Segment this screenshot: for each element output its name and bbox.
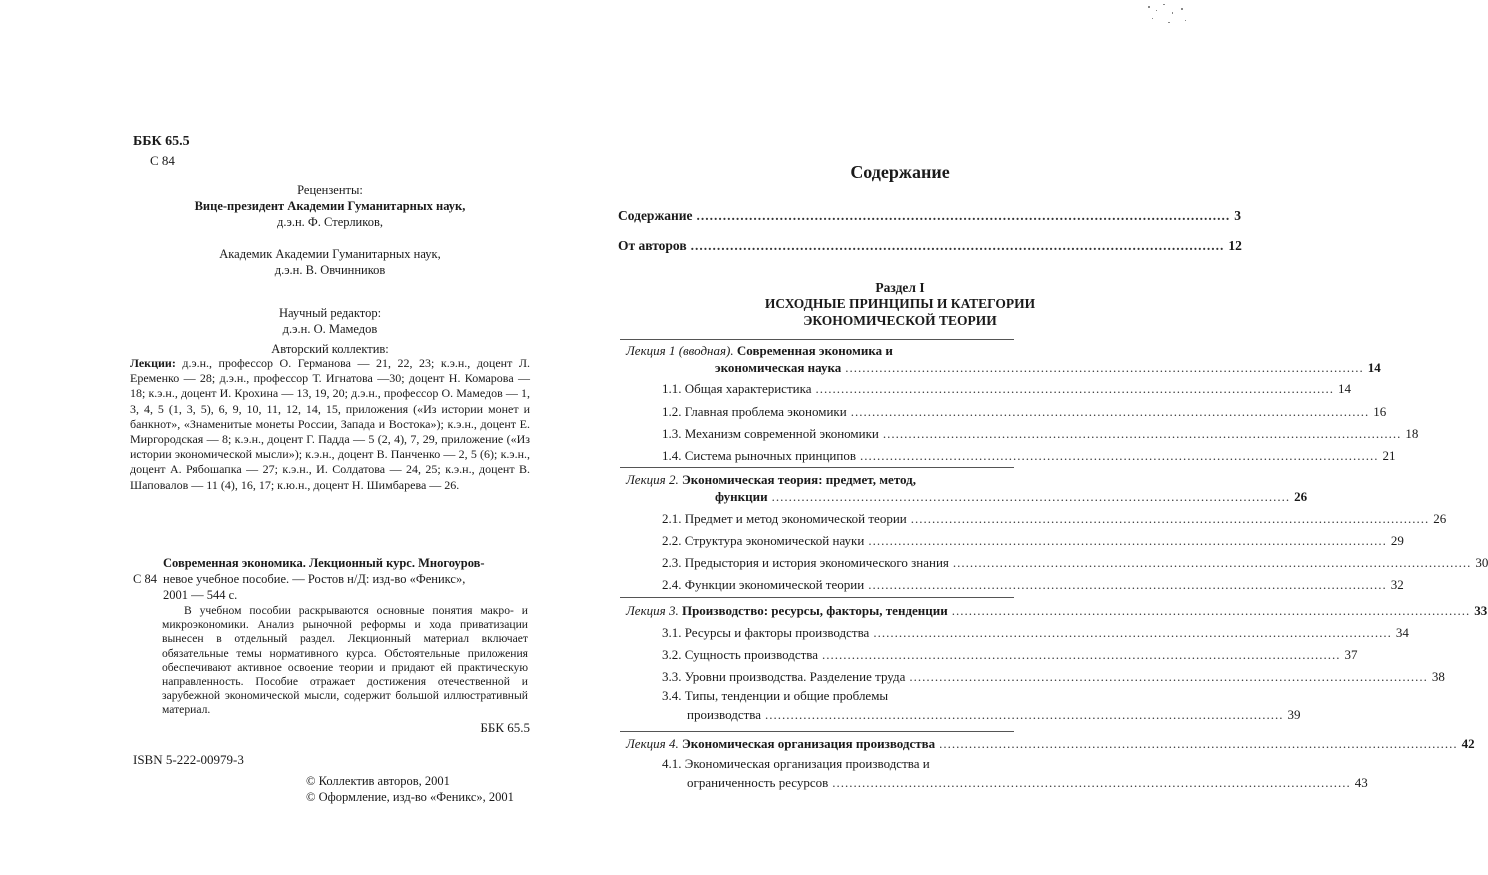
section-title-line1: ИСХОДНЫЕ ПРИНЦИПЫ И КАТЕГОРИИ — [764, 296, 1036, 311]
collective-heading: Авторский коллектив: — [271, 342, 389, 356]
scan-speck — [1148, 6, 1150, 8]
toc-item-3-3[interactable]: 3.3. Уровни производства. Разделение труда .......................................................................................................................... 38 — [662, 669, 1445, 684]
bbk-bottom: ББК 65.5 — [480, 720, 530, 735]
editor-name: д.э.н. О. Мамедов — [282, 322, 378, 336]
editor-block — [130, 305, 530, 337]
separator — [620, 339, 1014, 340]
toc-item-1-4[interactable]: 1.4. Система рыночных принципов .......................................................................................................................... 21 — [662, 448, 1396, 463]
toc-item-2-1[interactable]: 2.1. Предмет и метод экономической теории .......................................................................................................................... 26 — [662, 511, 1447, 526]
section-title-line2: ЭКОНОМИЧЕСКОЙ ТЕОРИИ — [803, 313, 997, 328]
toc-title: Содержание — [850, 162, 950, 182]
toc-item-2-2[interactable]: 2.2. Структура экономической науки .......................................................................................................................... 29 — [662, 533, 1404, 548]
authors-list: д.э.н., профессор О. Германова — 21, 22, 23; к.э.н., доцент Л. Еременко — 28; д.э.н., профессор Т. Игнатова —30; доцент Н. Комарова — 18; к.э.н., доцент И. Крохина — 13, 19, 20; д.э.н., профессор О. Мамедов — 1, 3, 4, 5 (1, 3, 5), 6, 9, 10, 11, 12, 14, 15, приложения («Из истории монет и банкнот», «Знаменитые монеты России, Запада и Востока»); к.э.н., доцент Е. Миргородская — 8; к.э.н., доцент Г. Падда — 5 (2, 4), 7, 29, приложение («Из истории экономической мысли»); к.э.н., доцент В. Панченко — 2, 5 (6); к.э.н., доцент А. Рябошапка — 27; к.э.н., И. Солдатова — 24, 25; к.э.н., доцент В. Шаповалов — 11 (4), 16, 17; к.ю.н., доцент Н. Шимбарева — 26. — [130, 356, 530, 492]
copyright-authors: © Коллектив авторов, 2001 — [306, 774, 450, 788]
authors-collective-text — [130, 356, 530, 493]
book-code: С 84 — [133, 572, 157, 586]
separator — [620, 597, 1014, 598]
toc-item-3-1[interactable]: 3.1. Ресурсы и факторы производства .......................................................................................................................... 34 — [662, 625, 1409, 640]
scan-speck — [1172, 12, 1173, 14]
toc-item-4-1-cont[interactable]: ограниченность ресурсов .......................................................................................................................... 43 — [687, 775, 1368, 790]
bbk-author-mark: С 84 — [150, 153, 175, 168]
copyright-publisher: © Оформление, изд-во «Феникс», 2001 — [306, 790, 514, 804]
lecture-1-heading[interactable]: Лекция 1 (вводная). Современная экономика и — [626, 343, 893, 358]
book-entry-line3: 2001 — 544 с. — [163, 588, 238, 602]
book-title: Современная экономика. Лекционный курс. Многоуров- — [163, 556, 485, 570]
scan-speck — [1181, 8, 1183, 10]
toc-item-1-3[interactable]: 1.3. Механизм современной экономики .......................................................................................................................... 18 — [662, 426, 1419, 441]
separator — [620, 467, 1014, 468]
toc-item-3-4[interactable]: 3.4. Типы, тенденции и общие проблемы — [662, 688, 889, 703]
bbk-code: ББК 65.5 — [133, 134, 190, 149]
separator — [620, 731, 1014, 732]
reviewers-heading: Рецензенты: — [297, 183, 363, 197]
left-page — [0, 0, 560, 875]
annotation: В учебном пособии раскрываются основные понятия макро- и микроэкономики. Анализ рыночной реформы и хода приватизации вынесен в отдельный раздел. Лекционный материал включает обязательные темы нормативного курса. Обстоятельные приложения обеспечивают активное освоение теории и придают ей практическую направленность. Пособие отражает достижения отечественной и зарубежной экономической мысли, содержит большой иллюстративный материал. — [162, 604, 528, 717]
book-entry-line2: невое учебное пособие. — Ростов н/Д: изд-во «Феникс», — [163, 572, 466, 586]
toc-entry-contents[interactable]: Содержание .......................................................................................................................... 3 — [618, 208, 1242, 223]
reviewer-2-title: Академик Академии Гуманитарных наук, — [219, 247, 441, 261]
lecture-3-heading[interactable]: Лекция 3. Производство: ресурсы, факторы, тенденции .......................................................................................................................... 33 — [626, 603, 1488, 618]
reviewer-1-name: д.э.н. Ф. Стерликов, — [277, 215, 383, 229]
lecture-2-title-line[interactable]: функции .......................................................................................................................... 26 — [715, 489, 1308, 504]
lecture-2-heading[interactable]: Лекция 2. Экономическая теория: предмет, метод, — [626, 472, 916, 487]
reviewer-1-title: Вице-президент Академии Гуманитарных наук, — [194, 199, 466, 213]
isbn: ISBN 5-222-00979-3 — [133, 752, 244, 767]
section-number: Раздел I — [875, 280, 925, 295]
toc-item-4-1[interactable]: 4.1. Экономическая организация производства и — [662, 756, 930, 771]
toc-entry-authors[interactable]: От авторов .......................................................................................................................... 12 — [618, 238, 1242, 253]
lecture-1-title-line[interactable]: экономическая наука .......................................................................................................................... 14 — [715, 360, 1381, 375]
toc-item-3-4-cont[interactable]: производства .......................................................................................................................... 39 — [687, 707, 1301, 722]
toc-item-2-4[interactable]: 2.4. Функции экономической теории .......................................................................................................................... 32 — [662, 577, 1404, 592]
right-page — [600, 0, 1488, 875]
toc-item-1-1[interactable]: 1.1. Общая характеристика .......................................................................................................................... 14 — [662, 381, 1351, 396]
lectures-lead: Лекции: — [130, 356, 176, 370]
lecture-4-heading[interactable]: Лекция 4. Экономическая организация производства .......................................................................................................................... 42 — [626, 736, 1475, 751]
reviewers-block — [130, 182, 530, 278]
toc-item-3-2[interactable]: 3.2. Сущность производства .......................................................................................................................... 37 — [662, 647, 1358, 662]
toc-item-2-3[interactable]: 2.3. Предыстория и история экономического знания .......................................................................................................................... 30 — [662, 555, 1488, 570]
reviewer-2-name: д.э.н. В. Овчинников — [274, 263, 386, 277]
scan-speck — [1156, 10, 1157, 11]
editor-heading: Научный редактор: — [278, 306, 382, 320]
scan-speck — [1185, 20, 1186, 21]
scan-speck — [1152, 18, 1153, 19]
scan-speck — [1163, 4, 1165, 5]
toc-item-1-2[interactable]: 1.2. Главная проблема экономики .......................................................................................................................... 16 — [662, 404, 1387, 419]
scan-speck — [1168, 22, 1170, 23]
book-entry — [133, 555, 533, 603]
